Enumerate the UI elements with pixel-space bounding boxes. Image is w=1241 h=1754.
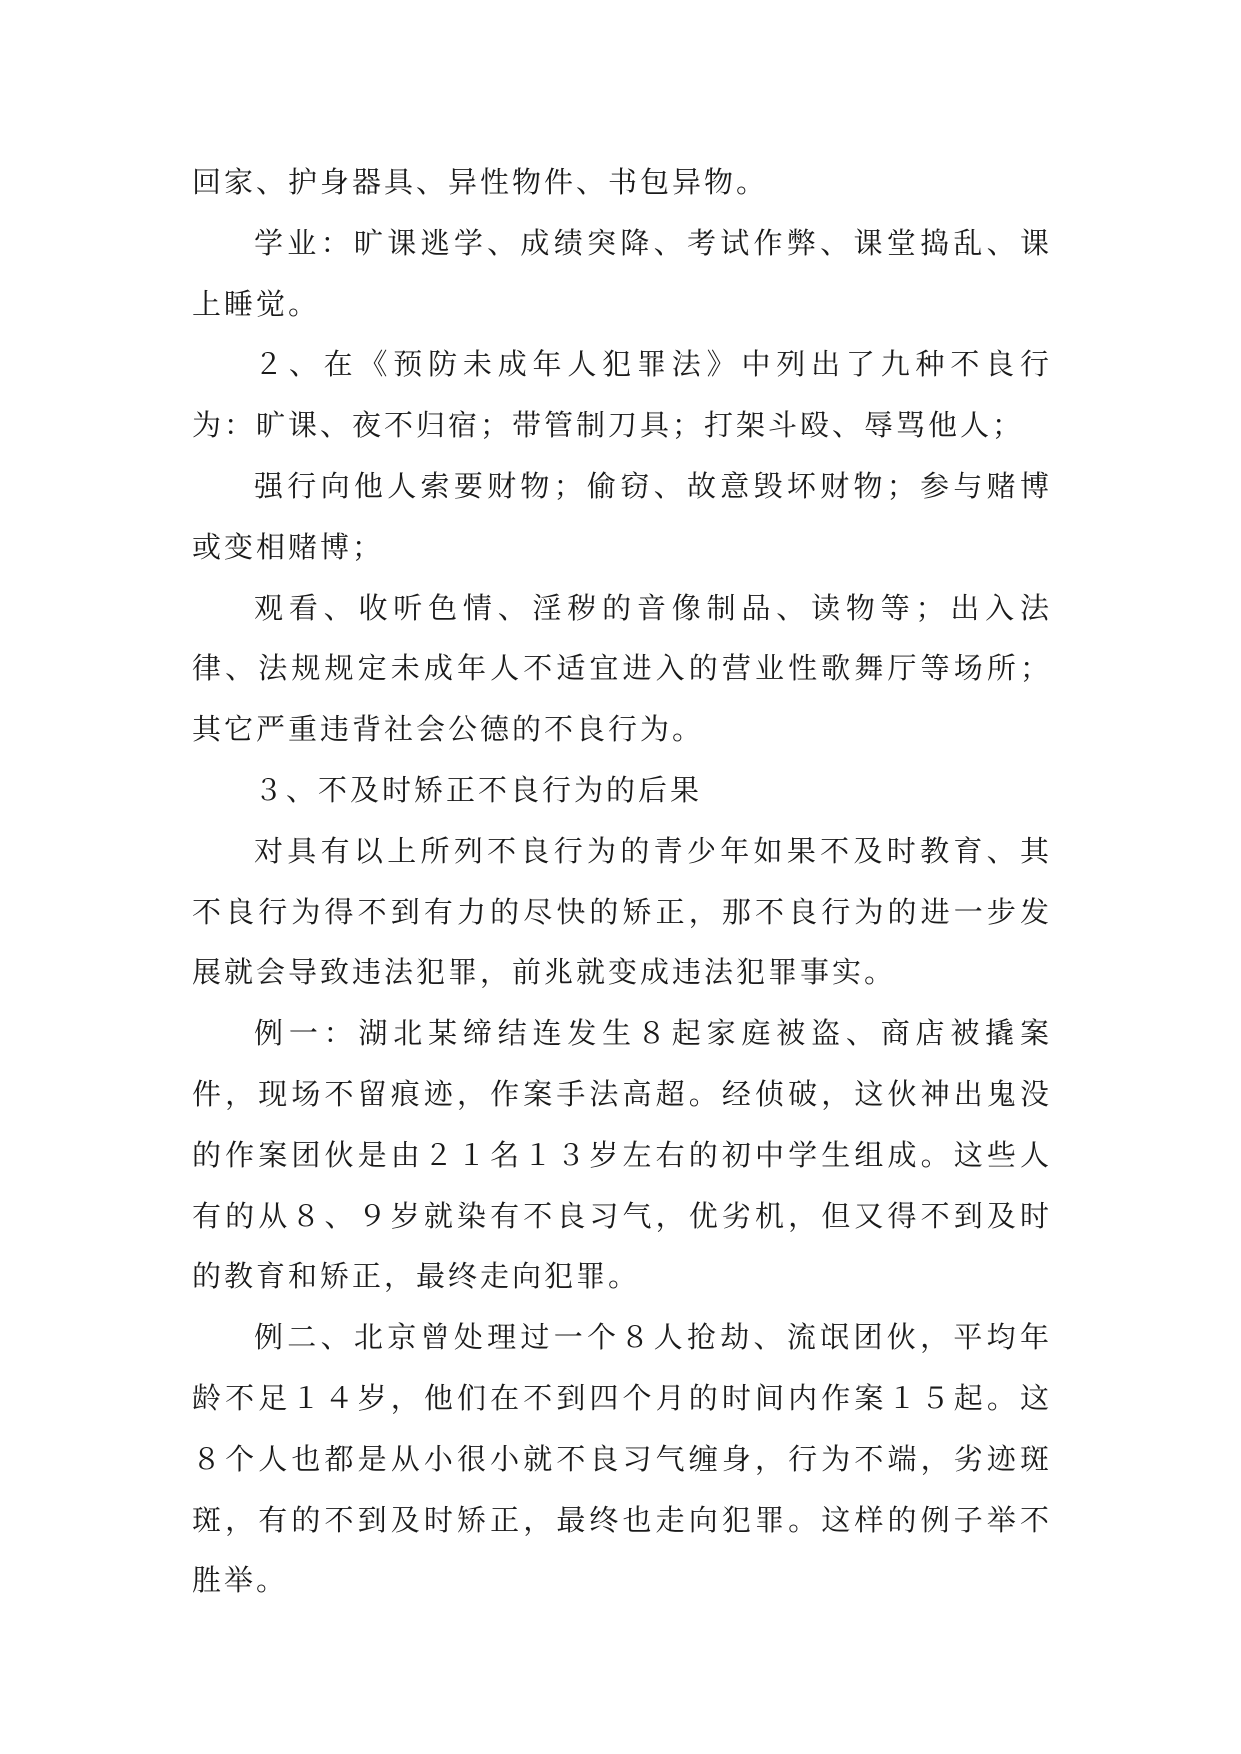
document-body bbox=[192, 152, 1052, 1611]
paragraph-continuation: 回家、护身器具、异性物件、书包异物。 bbox=[192, 165, 769, 199]
paragraph-extortion-theft: 强行向他人索要财物；偷窃、故意毁坏财物；参与赌博或变相赌博； bbox=[192, 468, 1052, 564]
paragraph-academics: 学业：旷课逃学、成绩突降、考试作弊、课堂捣乱、课上睡觉。 bbox=[192, 225, 1052, 321]
paragraph-example-one: 例一：湖北某缔结连发生８起家庭被盗、商店被撬案件，现场不留痕迹，作案手法高超。经侦破，这伙神出鬼没的作案团伙是由２１名１３岁左右的初中学生组成。这些人有的从８、９岁就染有不良习气，优劣机，但又得不到及时的教育和矫正，最终走向犯罪。 bbox=[192, 1016, 1052, 1294]
paragraph-consequences: 对具有以上所列不良行为的青少年如果不及时教育、其不良行为得不到有力的尽快的矫正，那不良行为的进一步发展就会导致违法犯罪，前兆就变成违法犯罪事实。 bbox=[192, 833, 1052, 990]
section-heading-consequences: ３、不及时矫正不良行为的后果 bbox=[254, 772, 703, 807]
paragraph-example-two: 例二、北京曾处理过一个８人抢劫、流氓团伙，平均年龄不足１４岁，他们在不到四个月的时间内作案１５起。这８个人也都是从小很小就不良习气缠身，行为不端，劣迹斑斑，有的不到及时矫正，最终也走向犯罪。这样的例子举不胜举。 bbox=[192, 1320, 1052, 1598]
paragraph-nine-behaviors: ２、在《预防未成年人犯罪法》中列出了九种不良行为：旷课、夜不归宿；带管制刀具；打架斗殴、辱骂他人； bbox=[192, 347, 1052, 443]
paragraph-media-venues: 观看、收听色情、淫秽的音像制品、读物等；出入法律、法规规定未成年人不适宜进入的营业性歌舞厅等场所；其它严重违背社会公德的不良行为。 bbox=[192, 590, 1052, 747]
